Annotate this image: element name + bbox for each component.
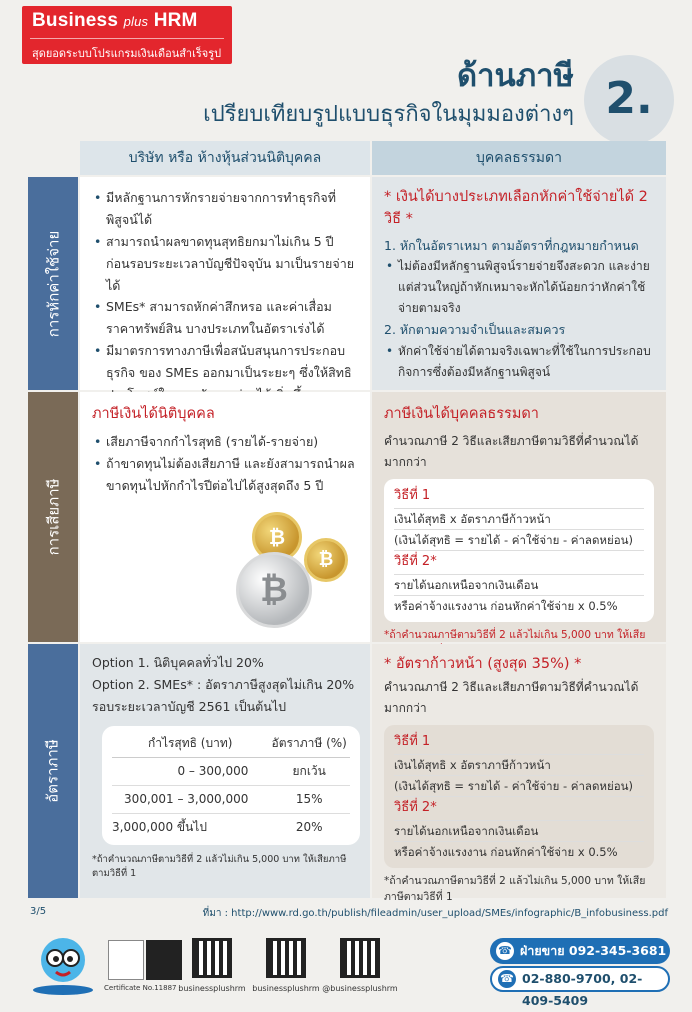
taxrate-method-box xyxy=(384,725,654,868)
source-link[interactable]: ที่มา : http://www.rd.go.th/publish/fileadmin/user_upload/SMEs/infographic/B_infobusiness.pdf xyxy=(202,908,668,919)
method2-label: วิธีที่ 2* xyxy=(394,551,644,575)
taxrate-corp-cell xyxy=(80,644,370,898)
method2-text: • หักค่าใช้จ่ายได้ตามจริงเฉพาะที่ใช้ในการประกอบกิจการซึ่งต้องมีหลักฐานพิสูจน์ xyxy=(384,341,654,383)
brand-divider xyxy=(30,38,224,39)
taxrate-note: *ถ้าคำนวณภาษีตามวิธีที่ 2 แล้วไม่เกิน 5,000 บาท ให้เสียภาษีตามวิธีที่ 1 xyxy=(384,875,646,904)
method1-line2: (เงินได้สุทธิ = รายได้ - ค่าใช้จ่าย - ค่าลดหย่อน) xyxy=(394,776,644,797)
row-label-tax-pay xyxy=(28,392,78,642)
method1-title: 1. หักในอัตราเหมา ตามอัตราที่กฎหมายกำหนด xyxy=(384,237,639,253)
list-item: • มีมาตรการทางภาษีเพื่อสนับสนุนการประกอบธุรกิจ ของ SMEs ออกมาเป็นระยะๆ ซึ่งให้สิทธิ xyxy=(92,340,358,406)
method1-line1: เงินได้สุทธิ x อัตราภาษีก้าวหน้า xyxy=(394,509,644,530)
column-header-person: บุคคลธรรมดา xyxy=(372,141,666,175)
method2-label: วิธีที่ 2* xyxy=(394,797,644,821)
method1-line1: เงินได้สุทธิ x อัตราภาษีก้าวหน้า xyxy=(394,755,644,776)
rate-table-header: อัตราภาษี (%) xyxy=(268,730,350,758)
taxpay-person-cell xyxy=(372,392,666,642)
qr-line-label: @businessplushrm xyxy=(322,984,398,993)
expense-person-heading: * เงินได้บางประเภทเลือกหักค่าใช้จ่ายได้ 2 วิธี * xyxy=(384,189,648,227)
method2-line2: หรือค่าจ้างแรงงาน ก่อนหักค่าใช้จ่าย x 0.5% xyxy=(394,599,618,614)
list-item: • มีหลักฐานการหักรายจ่ายจากการทำธุรกิจที่พิสูจน์ได้ xyxy=(92,187,358,231)
qr-facebook-icon[interactable] xyxy=(192,938,232,978)
sales-phone[interactable]: ☎ ฝ่ายขาย 092-345-3681 xyxy=(490,938,670,964)
taxpay-note: *ถ้าคำนวณภาษีตามวิธีที่ 2 แล้วไม่เกิน 5,000 บาท ให้เสีย xyxy=(384,629,646,642)
list-item: • เสียภาษีจากกำไรสุทธิ (รายได้-รายจ่าย) xyxy=(92,431,358,453)
method1-label: วิธีที่ 1 xyxy=(394,731,644,755)
method1-line2: (เงินได้สุทธิ = รายได้ - ค่าใช้จ่าย - ค่าลดหย่อน) xyxy=(394,530,644,551)
method1-label: วิธีที่ 1 xyxy=(394,485,644,509)
brand-tagline: สุดยอดระบบโปรแกรมเงินเดือนสำเร็จรูป xyxy=(32,47,222,60)
bitcoin-icon: ₿ xyxy=(304,538,348,582)
method2-line1: รายได้นอกเหนือจากเงินเดือน xyxy=(394,821,644,842)
bitcoin-icon: ₿ xyxy=(252,512,302,562)
option2-text: Option 2. SMEs* : อัตราภาษีสูงสุดไม่เกิน 20% xyxy=(92,676,355,692)
method1-text: • ไม่ต้องมีหลักฐานพิสูจน์รายจ่ายจึงสะดวก และง่าย แต่ส่วนใหญ่ถ้าหักเหมาจะหักได้น้อยกว่าหักค่าใช้จ่ายตามจริง xyxy=(384,256,654,319)
rate-table xyxy=(102,726,360,845)
bitcoin-icon: ₿ xyxy=(236,552,312,628)
sme-note: *ถ้าคำนวณภาษีตามวิธีที่ 2 แล้วไม่เกิน 5,000 บาท ให้เสียภาษีตามวิธีที่ 1 xyxy=(92,853,347,879)
cert-logo-icon xyxy=(108,940,144,980)
brand-title: Business plus HRM xyxy=(32,10,198,31)
mascot-icon xyxy=(28,930,98,996)
row-label-expense-text: การหักค่าใช้จ่าย xyxy=(44,230,62,337)
method2-line1: รายได้นอกเหนือจากเงินเดือน xyxy=(394,575,644,596)
qr-facebook-label: businessplushrm xyxy=(178,984,246,993)
column-header-corporate: บริษัท หรือ ห้างหุ้นส่วนนิติบุคคล xyxy=(80,141,370,175)
taxpay-method-box xyxy=(384,479,654,622)
cert-number: Certificate No.11887 xyxy=(104,984,177,992)
expense-corp-cell xyxy=(80,177,370,390)
period-text: รอบระยะเวลาบัญชี 2561 เป็นต้นไป xyxy=(92,698,287,714)
row-label-tax-pay-text: การเสียภาษี xyxy=(44,478,62,556)
rate-table-header: กำไรสุทธิ (บาท) xyxy=(112,730,268,758)
taxrate-person-heading: * อัตราก้าวหน้า (สูงสุด 35%) * xyxy=(384,656,582,672)
taxrate-person-intro: คำนวณภาษี 2 วิธีและเสียภาษีตามวิธีที่คำนวณได้มากกว่า xyxy=(384,680,639,716)
table-row: 3,000,000 ขึ้นไป 20% xyxy=(112,819,323,834)
expense-corp-list xyxy=(92,187,358,406)
office-phone[interactable]: ☎ 02-880-9700, 02-409-5409 xyxy=(490,966,670,992)
row-label-tax-rate-text: อัตราภาษี xyxy=(44,739,62,803)
qr-line-icon[interactable] xyxy=(340,938,380,978)
list-item: • ถ้าขาดทุนไม่ต้องเสียภาษี และยังสามารถนำผลขาดทุนไปหักกำไรปีต่อไปได้สูงสุดถึง 5 ปี xyxy=(92,453,358,497)
taxpay-corp-list xyxy=(92,431,358,497)
section-number: 2. xyxy=(584,55,674,145)
taxpay-corp-cell xyxy=(80,392,370,642)
page-subtitle: เปรียบเทียบรูปแบบธุรกิจในมุมมองต่างๆ xyxy=(203,102,574,127)
qr-instagram-icon[interactable] xyxy=(266,938,306,978)
taxrate-person-cell xyxy=(372,644,666,904)
taxpay-person-intro: คำนวณภาษี 2 วิธีและเสียภาษีตามวิธีที่คำนวณได้มากกว่า xyxy=(384,434,639,470)
method2-title: 2. หักตามความจำเป็นและสมควร xyxy=(384,322,566,338)
page-title: ด้านภาษี xyxy=(456,58,574,94)
page-number: 3/5 xyxy=(30,906,47,917)
taxpay-person-heading: ภาษีเงินได้บุคคลธรรมดา xyxy=(384,406,539,422)
table-row: 0 – 300,000 ยกเว้น xyxy=(112,757,350,785)
option1-text: Option 1. นิติบุคคลทั่วไป 20% xyxy=(92,655,264,670)
table-row: 300,001 – 3,000,000 15% xyxy=(112,785,350,813)
taxpay-corp-heading: ภาษีเงินได้นิติบุคคล xyxy=(92,406,215,422)
phone-icon: ☎ xyxy=(498,970,516,988)
row-label-tax-rate xyxy=(28,644,78,898)
list-item: • SMEs* สามารถหักค่าสึกหรอ และค่าเสื่อมราคาทรัพย์สิน บางประเภทในอัตราเร่งได้ xyxy=(92,296,358,340)
brand-banner xyxy=(22,6,232,64)
expense-person-cell xyxy=(372,177,666,390)
row-label-expense xyxy=(28,177,78,390)
phone-icon: ☎ xyxy=(496,942,514,960)
list-item: • สามารถนำผลขาดทุนสุทธิยกมาไม่เกิน 5 ปี ก่อนรอบระยะเวลาบัญชีปัจจุบัน มาเป็นรายจ่ายได้ xyxy=(92,231,358,297)
ukas-logo-icon xyxy=(146,940,182,980)
method2-line2: หรือค่าจ้างแรงงาน ก่อนหักค่าใช้จ่าย x 0.5% xyxy=(394,845,618,860)
qr-instagram-label: businessplushrm xyxy=(252,984,320,993)
